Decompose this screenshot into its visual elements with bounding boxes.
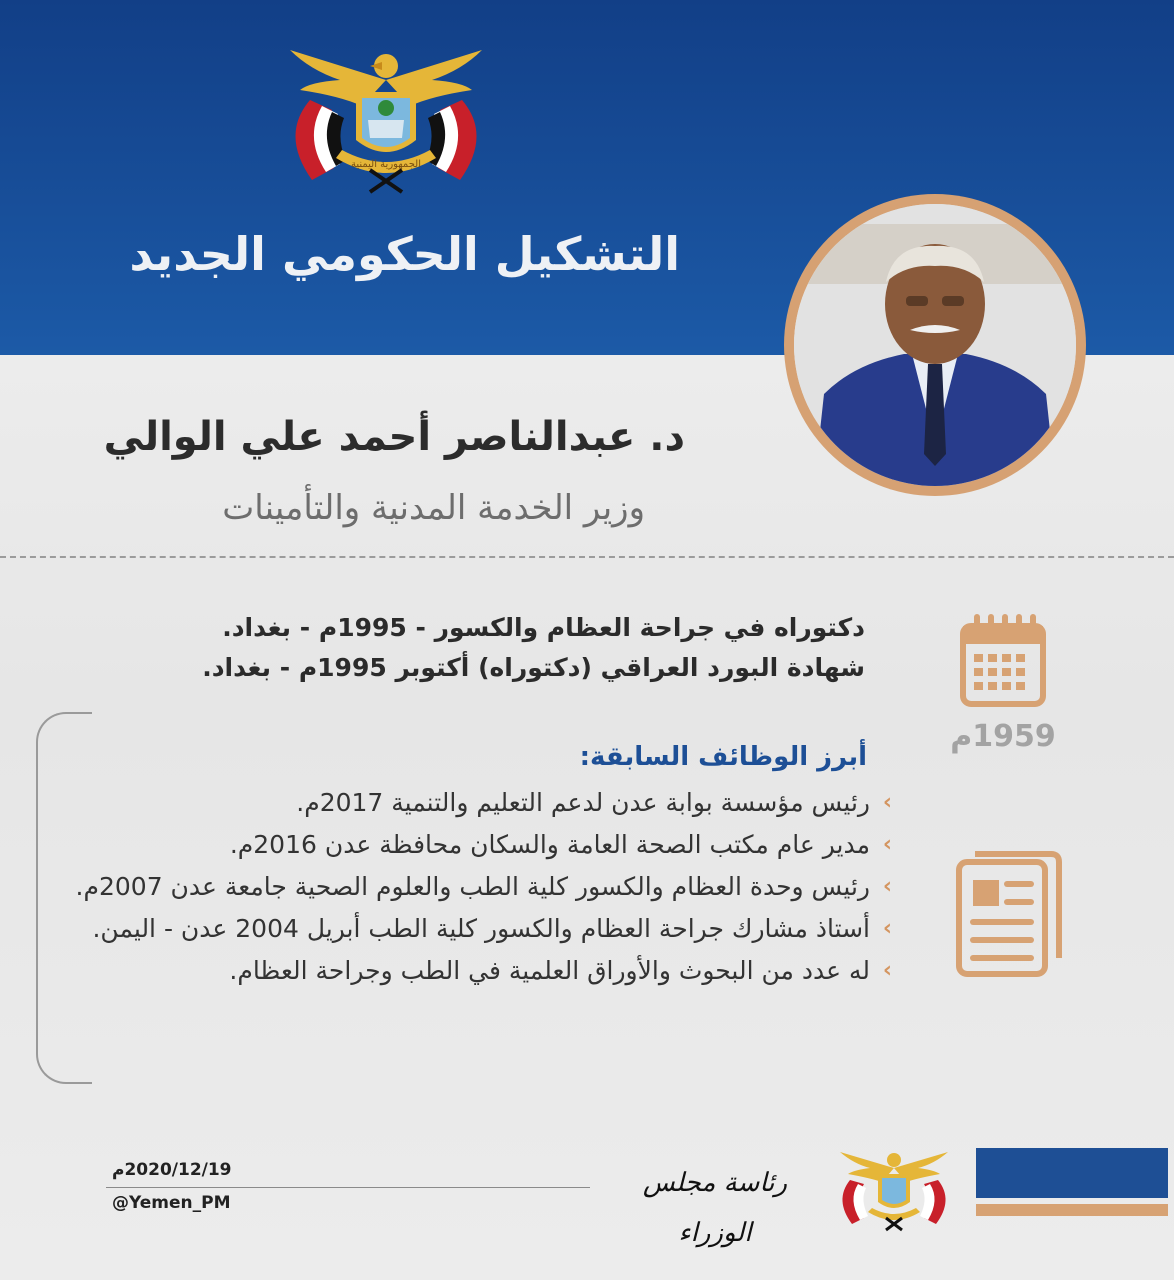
chevron-bullet-icon: › [882,832,892,857]
person-name: د. عبدالناصر أحمد علي الوالي [103,414,685,460]
chevron-bullet-icon: › [882,790,892,815]
profile-photo [784,194,1086,496]
calendar-icon [960,612,1046,708]
education-line: دكتوراه في جراحة العظام والكسور - 1995م - بغداد. [222,613,865,642]
jobs-list [60,782,892,992]
council-signature: رئاسة مجلس الوزراء [642,1168,788,1248]
twitter-handle: @Yemen_PM [112,1193,231,1213]
birth-year: 1959م [950,719,1056,754]
chevron-bullet-icon: › [882,916,892,941]
brand-bar-blue [976,1148,1168,1198]
footer-divider [106,1187,590,1188]
person-role: وزير الخدمة المدنية والتأمينات [222,488,645,528]
list-item: › أستاذ مشارك جراحة العظام والكسور كلية الطب أبريل 2004 عدن - اليمن. [60,908,892,950]
education-section [90,608,865,698]
list-item: › رئيس مؤسسة بوابة عدن لدعم التعليم والتنمية 2017م. [60,782,892,824]
national-emblem-icon [830,1146,958,1232]
page-title: التشكيل الحكومي الجديد [129,227,680,281]
emblem-banner-text: الجمهورية اليمنية [350,159,422,170]
chevron-bullet-icon: › [882,874,892,899]
brand-bar-tan [976,1204,1168,1216]
section-divider [0,556,1174,558]
list-item: › مدير عام مكتب الصحة العامة والسكان محافظة عدن 2016م. [60,824,892,866]
national-emblem-icon [270,40,502,196]
publish-date: 2020/12/19م [112,1160,232,1180]
list-item: › له عدد من البحوث والأوراق العلمية في الطب وجراحة العظام. [60,950,892,992]
jobs-heading: أبرز الوظائف السابقة: [579,742,867,772]
list-item: › رئيس وحدة العظام والكسور كلية الطب والعلوم الصحية جامعة عدن 2007م. [60,866,892,908]
document-icon [955,848,1063,978]
chevron-bullet-icon: › [882,958,892,983]
education-line: شهادة البورد العراقي (دكتوراه) أكتوبر 1995م - بغداد. [202,653,865,682]
portrait-image [794,204,1076,486]
